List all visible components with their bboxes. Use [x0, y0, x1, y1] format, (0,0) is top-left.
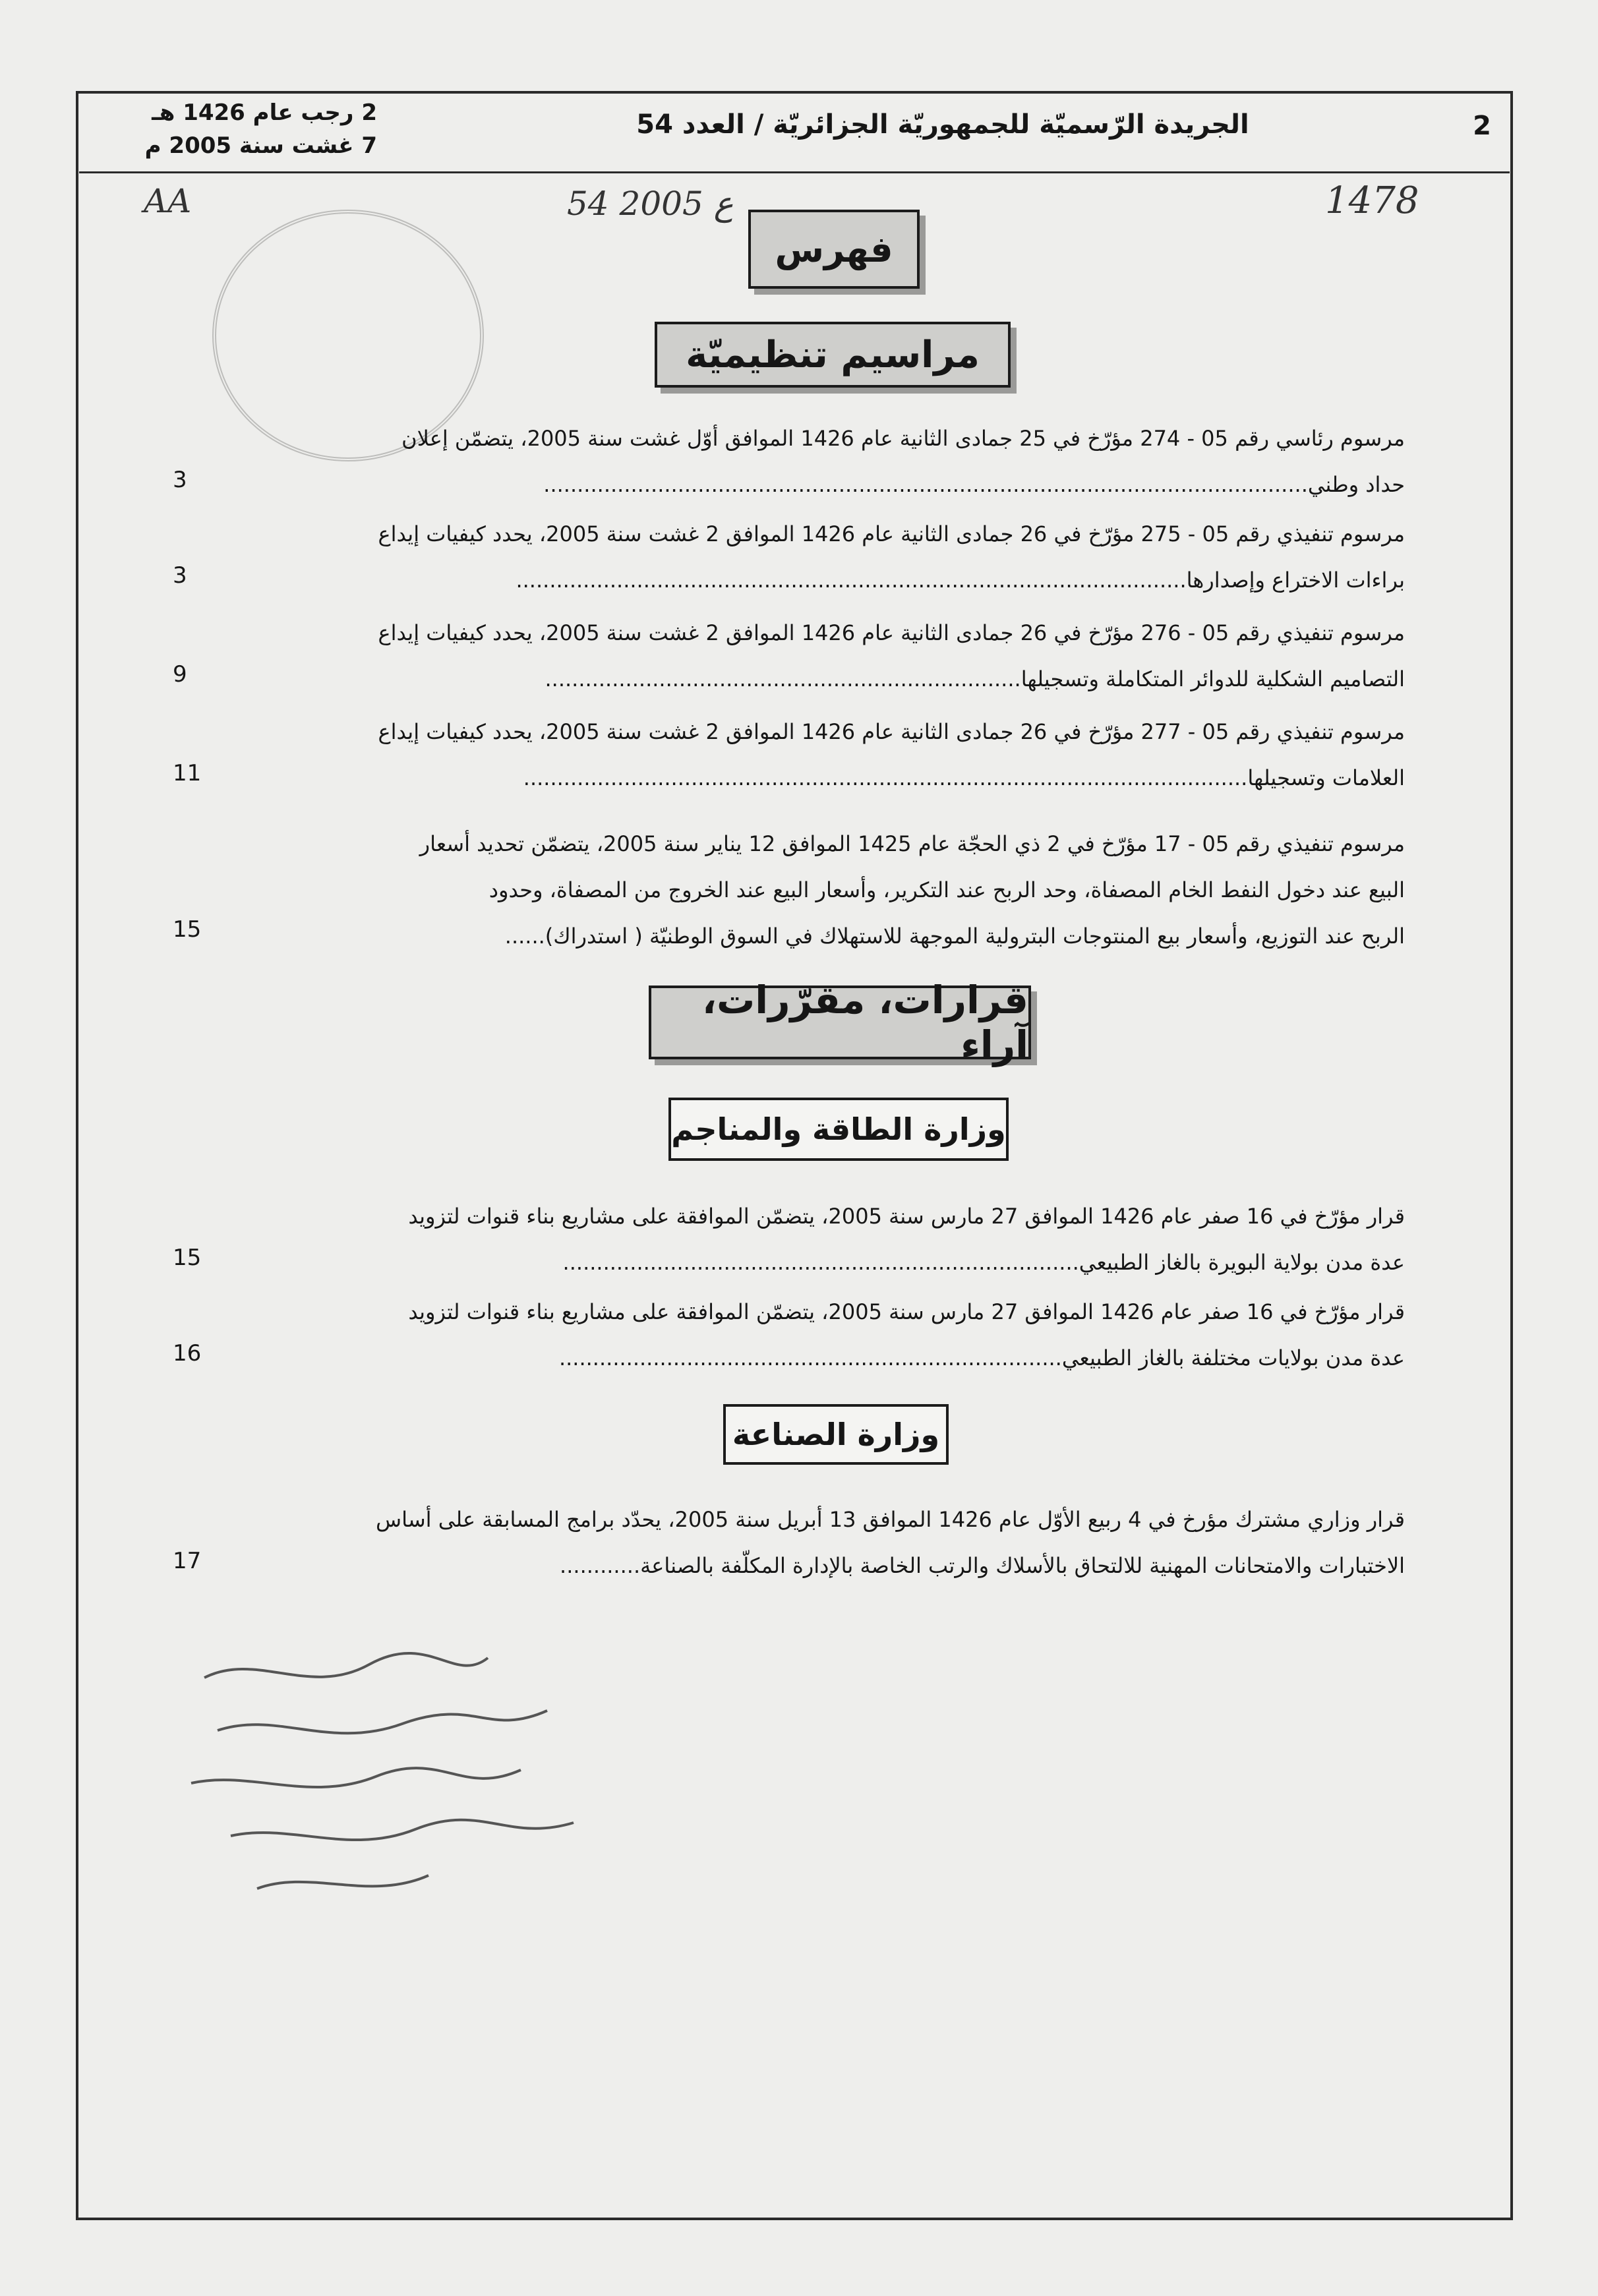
- entry-page-number: 17: [173, 1548, 202, 1574]
- entry-page-number: 15: [173, 916, 202, 943]
- index-heading: فهرس: [748, 210, 920, 289]
- entry-line: البيع عند دخول النفط الخام المصفاة، وحد الربح عند التكرير، وأسعار البيع عند الخروج من المصفاة، وحدود: [488, 877, 1405, 902]
- entry-line: قرار مؤرّخ في 16 صفر عام 1426 الموافق 27 مارس سنة 2005، يتضمّن الموافقة على مشاريع بناء قنوات لتزويد: [408, 1299, 1405, 1324]
- entry-line: مرسوم تنفيذي رقم 05 - 275 مؤرّخ في 26 جمادى الثانية عام 1426 الموافق 2 غشت سنة 2005، يحدد كيفيات إيداع: [378, 521, 1405, 546]
- header-date-hijri: 2 رجب عام 1426 هـ: [152, 100, 377, 126]
- entry-line: قرار وزاري مشترك مؤرخ في 4 ربيع الأوّل عام 1426 الموافق 13 أبريل سنة 2005، يحدّد برامج المسابقة على أساس: [376, 1507, 1405, 1532]
- toc-entry[interactable]: [216, 511, 1405, 603]
- entry-page-number: 16: [173, 1340, 202, 1367]
- handwritten-signature-scribble: [178, 1638, 639, 1915]
- energy-ministry-heading: وزارة الطاقة والمناجم: [668, 1098, 1009, 1161]
- entry-line: براءات الاختراع وإصدارها....................................................................................................: [516, 568, 1405, 593]
- header-date-gregorian: 7 غشت سنة 2005 م: [144, 132, 377, 159]
- header-date: [127, 96, 377, 162]
- entry-line: عدة مدن بولايات مختلفة بالغاز الطبيعي...........................................................................: [558, 1345, 1405, 1370]
- entry-line: مرسوم تنفيذي رقم 05 - 17 مؤرّخ في 2 ذي الحجّة عام 1425 الموافق 12 يناير سنة 2005، يتضمّن تحديد أسعار: [419, 831, 1405, 856]
- decrees-heading: مراسيم تنظيميّة: [655, 322, 1011, 388]
- entry-line: مرسوم تنفيذي رقم 05 - 277 مؤرّخ في 26 جمادى الثانية عام 1426 الموافق 2 غشت سنة 2005، يحدد كيفيات إيداع: [378, 719, 1405, 744]
- entry-line: حداد وطني..................................................................................................................: [543, 472, 1405, 497]
- entry-line: قرار مؤرّخ في 16 صفر عام 1426 الموافق 27 مارس سنة 2005، يتضمّن الموافقة على مشاريع بناء قنوات لتزويد: [408, 1204, 1405, 1229]
- decisions-heading: قرارات، مقرّرات، آراء: [649, 986, 1031, 1059]
- entry-line: عدة مدن بولاية البويرة بالغاز الطبيعي.............................................................................: [562, 1250, 1405, 1275]
- page-header: [79, 92, 1510, 173]
- toc-entry[interactable]: [216, 1496, 1405, 1589]
- header-page-number: 2: [1473, 111, 1491, 141]
- entry-line: الربح عند التوزيع، وأسعار بيع المنتوجات البترولية الموجهة للاستهلاك في السوق الوطنيّة ( استدراك)......: [504, 924, 1405, 949]
- toc-entry[interactable]: [216, 610, 1405, 702]
- header-title: الجريدة الرّسميّة للجمهوريّة الجزائريّة / العدد 54: [636, 109, 1249, 140]
- toc-entry[interactable]: [216, 1193, 1405, 1285]
- toc-entry[interactable]: [216, 821, 1405, 959]
- entry-page-number: 11: [173, 760, 202, 786]
- entry-page-number: 3: [173, 467, 187, 493]
- entry-line: العلامات وتسجيلها............................................................................................................: [523, 765, 1405, 790]
- entry-line: التصاميم الشكلية للدوائر المتكاملة وتسجيلها.......................................................................: [545, 666, 1405, 692]
- handwritten-note-middle: 54 ع 2005: [567, 185, 734, 223]
- entry-line: مرسوم رئاسي رقم 05 - 274 مؤرّخ في 25 جمادى الثانية عام 1426 الموافق أوّل غشت سنة 2005، يتضمّن إعلان: [401, 426, 1405, 451]
- handwritten-note-left: AA: [144, 182, 192, 220]
- toc-entry[interactable]: [216, 1289, 1405, 1381]
- handwritten-note-right: 1478: [1325, 179, 1419, 222]
- entry-page-number: 15: [173, 1245, 202, 1271]
- industry-ministry-heading: وزارة الصناعة: [723, 1404, 949, 1465]
- entry-page-number: 3: [173, 562, 187, 589]
- entry-line: مرسوم تنفيذي رقم 05 - 276 مؤرّخ في 26 جمادى الثانية عام 1426 الموافق 2 غشت سنة 2005، يحدد كيفيات إيداع: [378, 620, 1405, 645]
- entry-page-number: 9: [173, 661, 187, 688]
- toc-entry[interactable]: [216, 709, 1405, 801]
- entry-line: الاختبارات والامتحانات المهنية للالتحاق بالأسلاك والرتب الخاصة بالإدارة المكلّفة بالصناعة............: [560, 1553, 1405, 1578]
- toc-entry[interactable]: [216, 415, 1405, 508]
